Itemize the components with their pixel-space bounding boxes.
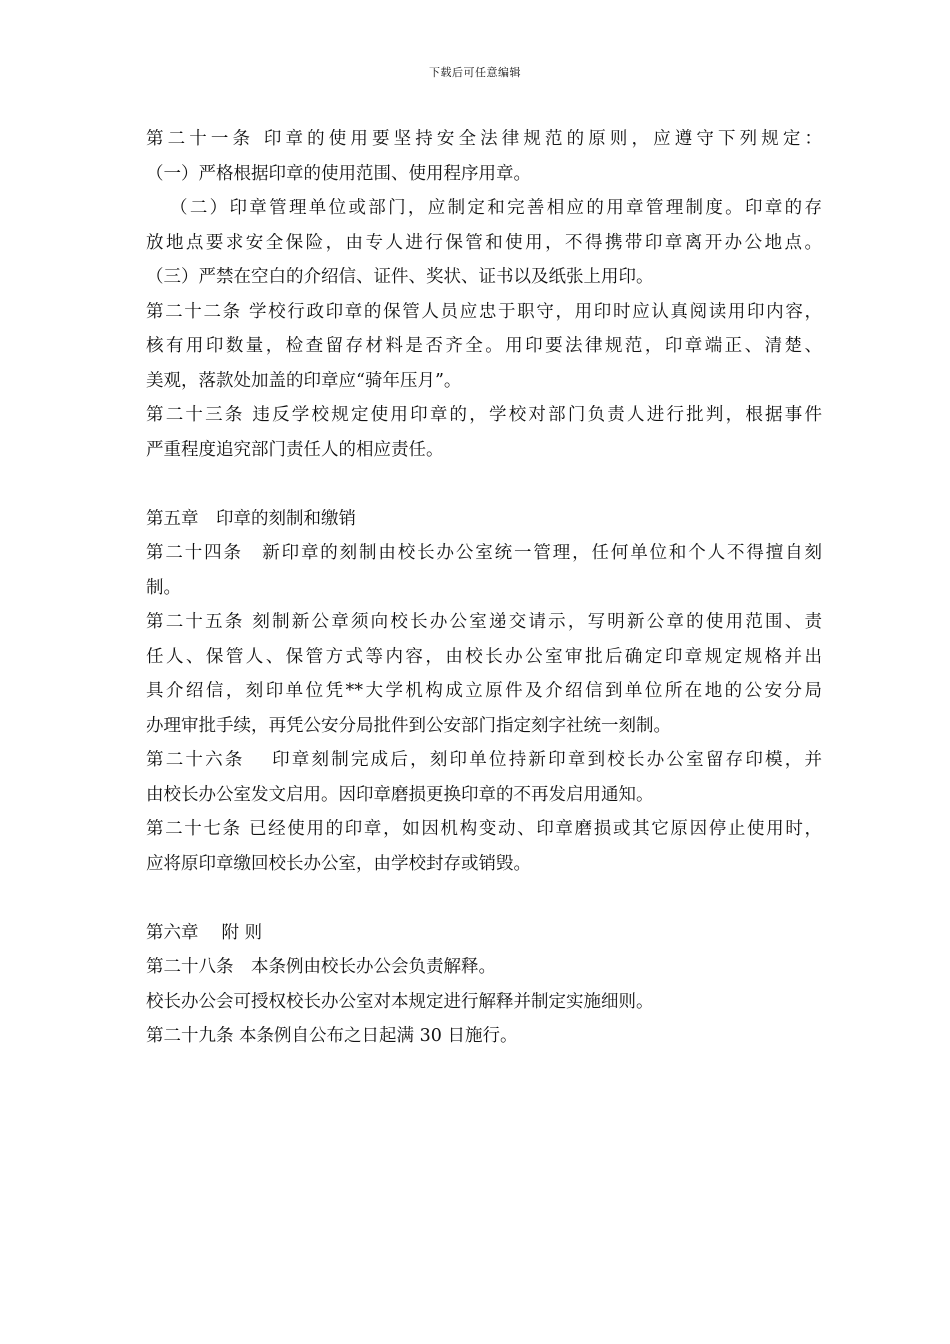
- article-22-cont-1: 核有用印数量，检查留存材料是否齐全。用印要法律规范，印章端正、清楚、: [146, 336, 822, 356]
- article-21-item-3: （三）严禁在空白的介绍信、证件、奖状、证书以及纸张上用印。: [146, 267, 654, 287]
- article-21-item-1: （一）严格根据印章的使用范围、使用程序用章。: [146, 163, 531, 184]
- article-23: 第二十三条 违反学校规定使用印章的，学校对部门负责人进行批判，根据事件: [146, 405, 822, 425]
- article-24: 第二十四条 新印章的刻制由校长办公室统一管理，任何单位和个人不得擅自刻: [146, 543, 822, 563]
- article-25-cont-2: 具介绍信，刻印单位凭**大学机构成立原件及介绍信到单位所在地的公安分局: [146, 681, 822, 701]
- article-21-item-2-cont: 放地点要求安全保险，由专人进行保管和使用，不得携带印章离开办公地点。: [146, 232, 822, 253]
- article-24-cont: 制。: [146, 577, 181, 598]
- paragraph-gap: [146, 467, 822, 502]
- article-23-cont: 严重程度追究部门责任人的相应责任。: [146, 439, 444, 460]
- document-body: [146, 122, 822, 1054]
- article-21-item-2: （二）印章管理单位或部门，应制定和完善相应的用章管理制度。印章的存: [170, 198, 822, 218]
- chapter-5-heading: 第五章 印章的刻制和缴销: [146, 508, 356, 529]
- article-26: 第二十六条 印章刻制完成后，刻印单位持新印章到校长办公室留存印模，并: [146, 750, 822, 770]
- article-28: 第二十八条 本条例由校长办公会负责解释。: [146, 957, 496, 977]
- article-28-cont: 校长办公会可授权校长办公室对本规定进行解释并制定实施细则。: [146, 991, 654, 1012]
- article-27-cont: 应将原印章缴回校长办公室，由学校封存或销毁。: [146, 853, 531, 874]
- article-21: 第二十一条 印章的使用要坚持安全法律规范的原则，应遵守下列规定：: [146, 129, 822, 149]
- article-26-cont: 由校长办公室发文启用。因印章磨损更换印章的不再发启用通知。: [146, 784, 654, 805]
- chapter-6-heading: 第六章 附 则: [146, 922, 263, 943]
- article-22: 第二十二条 学校行政印章的保管人员应忠于职守，用印时应认真阅读用印内容，: [146, 301, 822, 322]
- article-27: 第二十七条 已经使用的印章，如因机构变动、印章磨损或其它原因停止使用时，: [146, 819, 822, 839]
- article-25-cont-3: 办理审批手续，再凭公安分局批件到公安部门指定刻字社统一刻制。: [146, 715, 671, 736]
- article-25-cont-1: 任人、保管人、保管方式等内容，由校长办公室审批后确定印章规定规格并出: [146, 646, 822, 667]
- article-25: 第二十五条 刻制新公章须向校长办公室递交请示，写明新公章的使用范围、责: [146, 612, 822, 632]
- page-header: 下载后可任意编辑: [429, 66, 521, 79]
- paragraph-gap: [146, 881, 822, 916]
- article-22-cont-2: 美观，落款处加盖的印章应“骑年压月”。: [146, 370, 462, 391]
- article-29: 第二十九条 本条例自公布之日起满 30 日施行。: [146, 1026, 518, 1046]
